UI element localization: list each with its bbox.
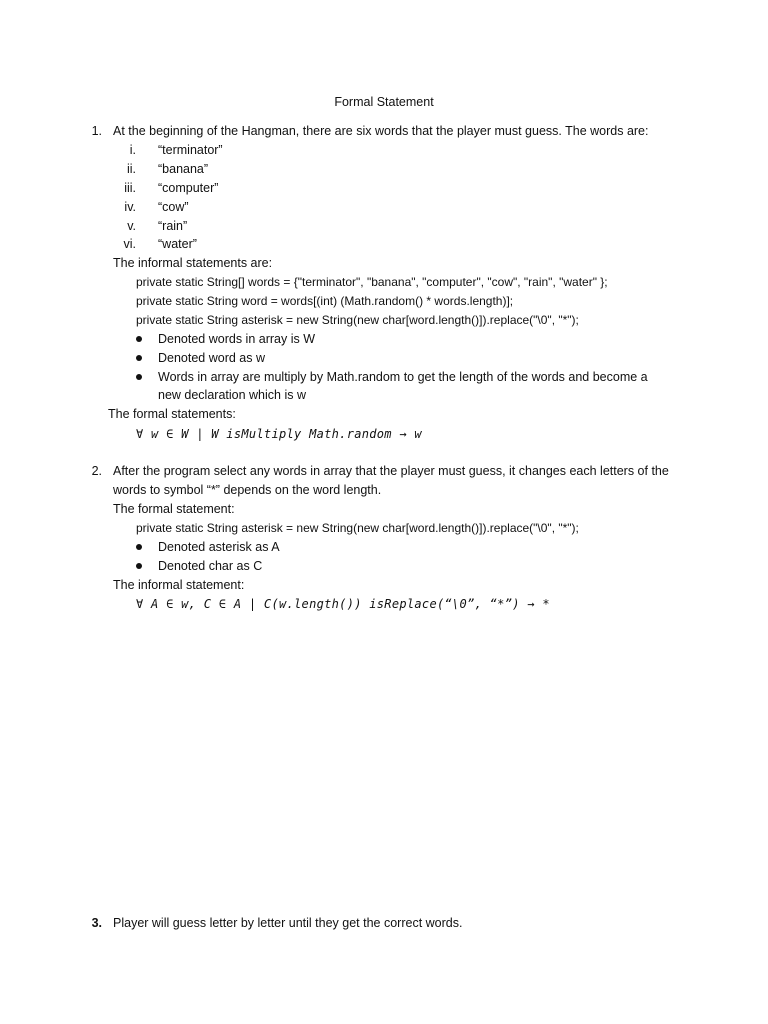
word-numeral: v. (127, 219, 136, 233)
word-item: “water” (158, 237, 197, 251)
bullet-text: Denoted word as w (158, 351, 266, 365)
section-2-intro: After the program select any words in array that the player must guess, it changes each letters of the (113, 464, 669, 478)
word-numeral: ii. (126, 162, 136, 176)
bullet-text: Words in array are multiply by Math.random to get the length of the words and become a (158, 370, 648, 384)
code-line: private static String asterisk = new String(new char[word.length()]).replace("\0", "*"); (136, 313, 579, 327)
section-3-number: 3. (91, 916, 102, 930)
word-item: “cow” (158, 200, 189, 214)
word-numeral: i. (129, 143, 136, 157)
code-line: private static String asterisk = new String(new char[word.length()]).replace("\0", "*"); (136, 521, 579, 535)
section-2-number: 2. (91, 464, 102, 478)
bullet-text: Denoted words in array is W (158, 332, 316, 346)
bullet-icon (136, 374, 142, 380)
formula: ∀ A ∈ w, C ∈ A | C(w.length()) isReplace(“\0”, “*”) → * (136, 597, 550, 611)
bullet-text: Denoted asterisk as A (158, 540, 280, 554)
bullet-icon (136, 544, 142, 550)
section-3-text: Player will guess letter by letter until they get the correct words. (113, 916, 463, 930)
section-1-intro: At the beginning of the Hangman, there are six words that the player must guess. The words are: (113, 124, 649, 138)
word-numeral: iii. (124, 181, 136, 195)
code-line: private static String[] words = {"terminator", "banana", "computer", "cow", "rain", "water" }; (136, 275, 608, 289)
bullet-icon (136, 336, 142, 342)
formal-statement-heading: The formal statement: (113, 502, 235, 516)
code-line: private static String word = words[(int) (Math.random() * words.length)]; (136, 294, 514, 308)
word-item: “terminator” (158, 143, 223, 157)
word-item: “rain” (158, 219, 188, 233)
section-2-intro-continuation: words to symbol “*” depends on the word length. (113, 483, 382, 497)
word-item: “banana” (158, 162, 209, 176)
formula: ∀ w ∈ W | W isMultiply Math.random → w (136, 427, 422, 441)
bullet-icon (136, 563, 142, 569)
bullet-text: Denoted char as C (158, 559, 263, 573)
section-1-number: 1. (91, 124, 102, 138)
page-title: Formal Statement (334, 95, 434, 109)
word-numeral: vi. (123, 237, 136, 251)
bullet-icon (136, 355, 142, 361)
formal-statements-heading: The formal statements: (108, 407, 236, 421)
informal-statements-heading: The informal statements are: (113, 256, 273, 270)
bullet-text-continuation: new declaration which is w (158, 388, 306, 402)
word-item: “computer” (158, 181, 219, 195)
word-numeral: iv. (124, 200, 136, 214)
informal-statement-heading: The informal statement: (113, 578, 245, 592)
